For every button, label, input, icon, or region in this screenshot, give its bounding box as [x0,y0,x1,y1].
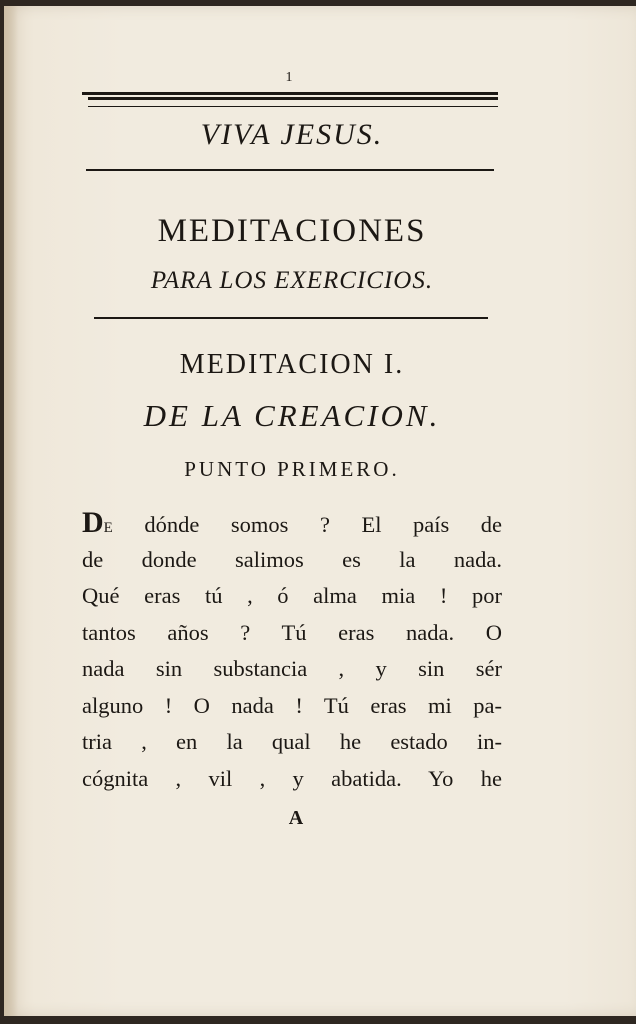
header-rule-top [82,92,498,95]
body-line: tantos años ? Tú eras nada. O [82,619,502,645]
body-line: tria , en la qual he estado in- [82,729,502,754]
signature-mark: A [288,807,304,829]
body-line: de donde salimos es la nada. [82,546,502,572]
header-rule-double [88,97,498,107]
header-invocation: VIVA JESUS. [200,118,384,151]
header-rule-bottom [86,169,494,171]
book-title: MEDITACIONES [157,213,427,249]
page-gutter-shadow [4,6,18,1016]
meditation-heading: MEDITACION I. [179,349,405,380]
body-line [82,505,502,542]
body-line: alguno ! O nada ! Tú eras mi pa- [82,692,502,718]
point-heading: PUNTO PRIMERO. [184,457,400,481]
body-line: nada sin substancia , y sin sér [82,656,502,681]
page-content [82,64,502,833]
book-page [4,6,636,1016]
meditation-subheading: DE LA CREACION. [143,398,441,433]
book-subtitle: PARA LOS EXERCICIOS. [150,267,434,294]
body-line-text: dónde somos ? El país de [112,512,502,537]
body-line: cógnita , vil , y abatida. Yo he [82,765,502,791]
page-number: 1 [285,70,293,85]
drop-cap-rest: E [103,520,113,536]
title-rule [94,317,488,319]
body-line: Qué eras tú , ó alma mia ! por [82,583,502,608]
drop-cap: D [82,506,104,539]
body-text [82,505,502,797]
